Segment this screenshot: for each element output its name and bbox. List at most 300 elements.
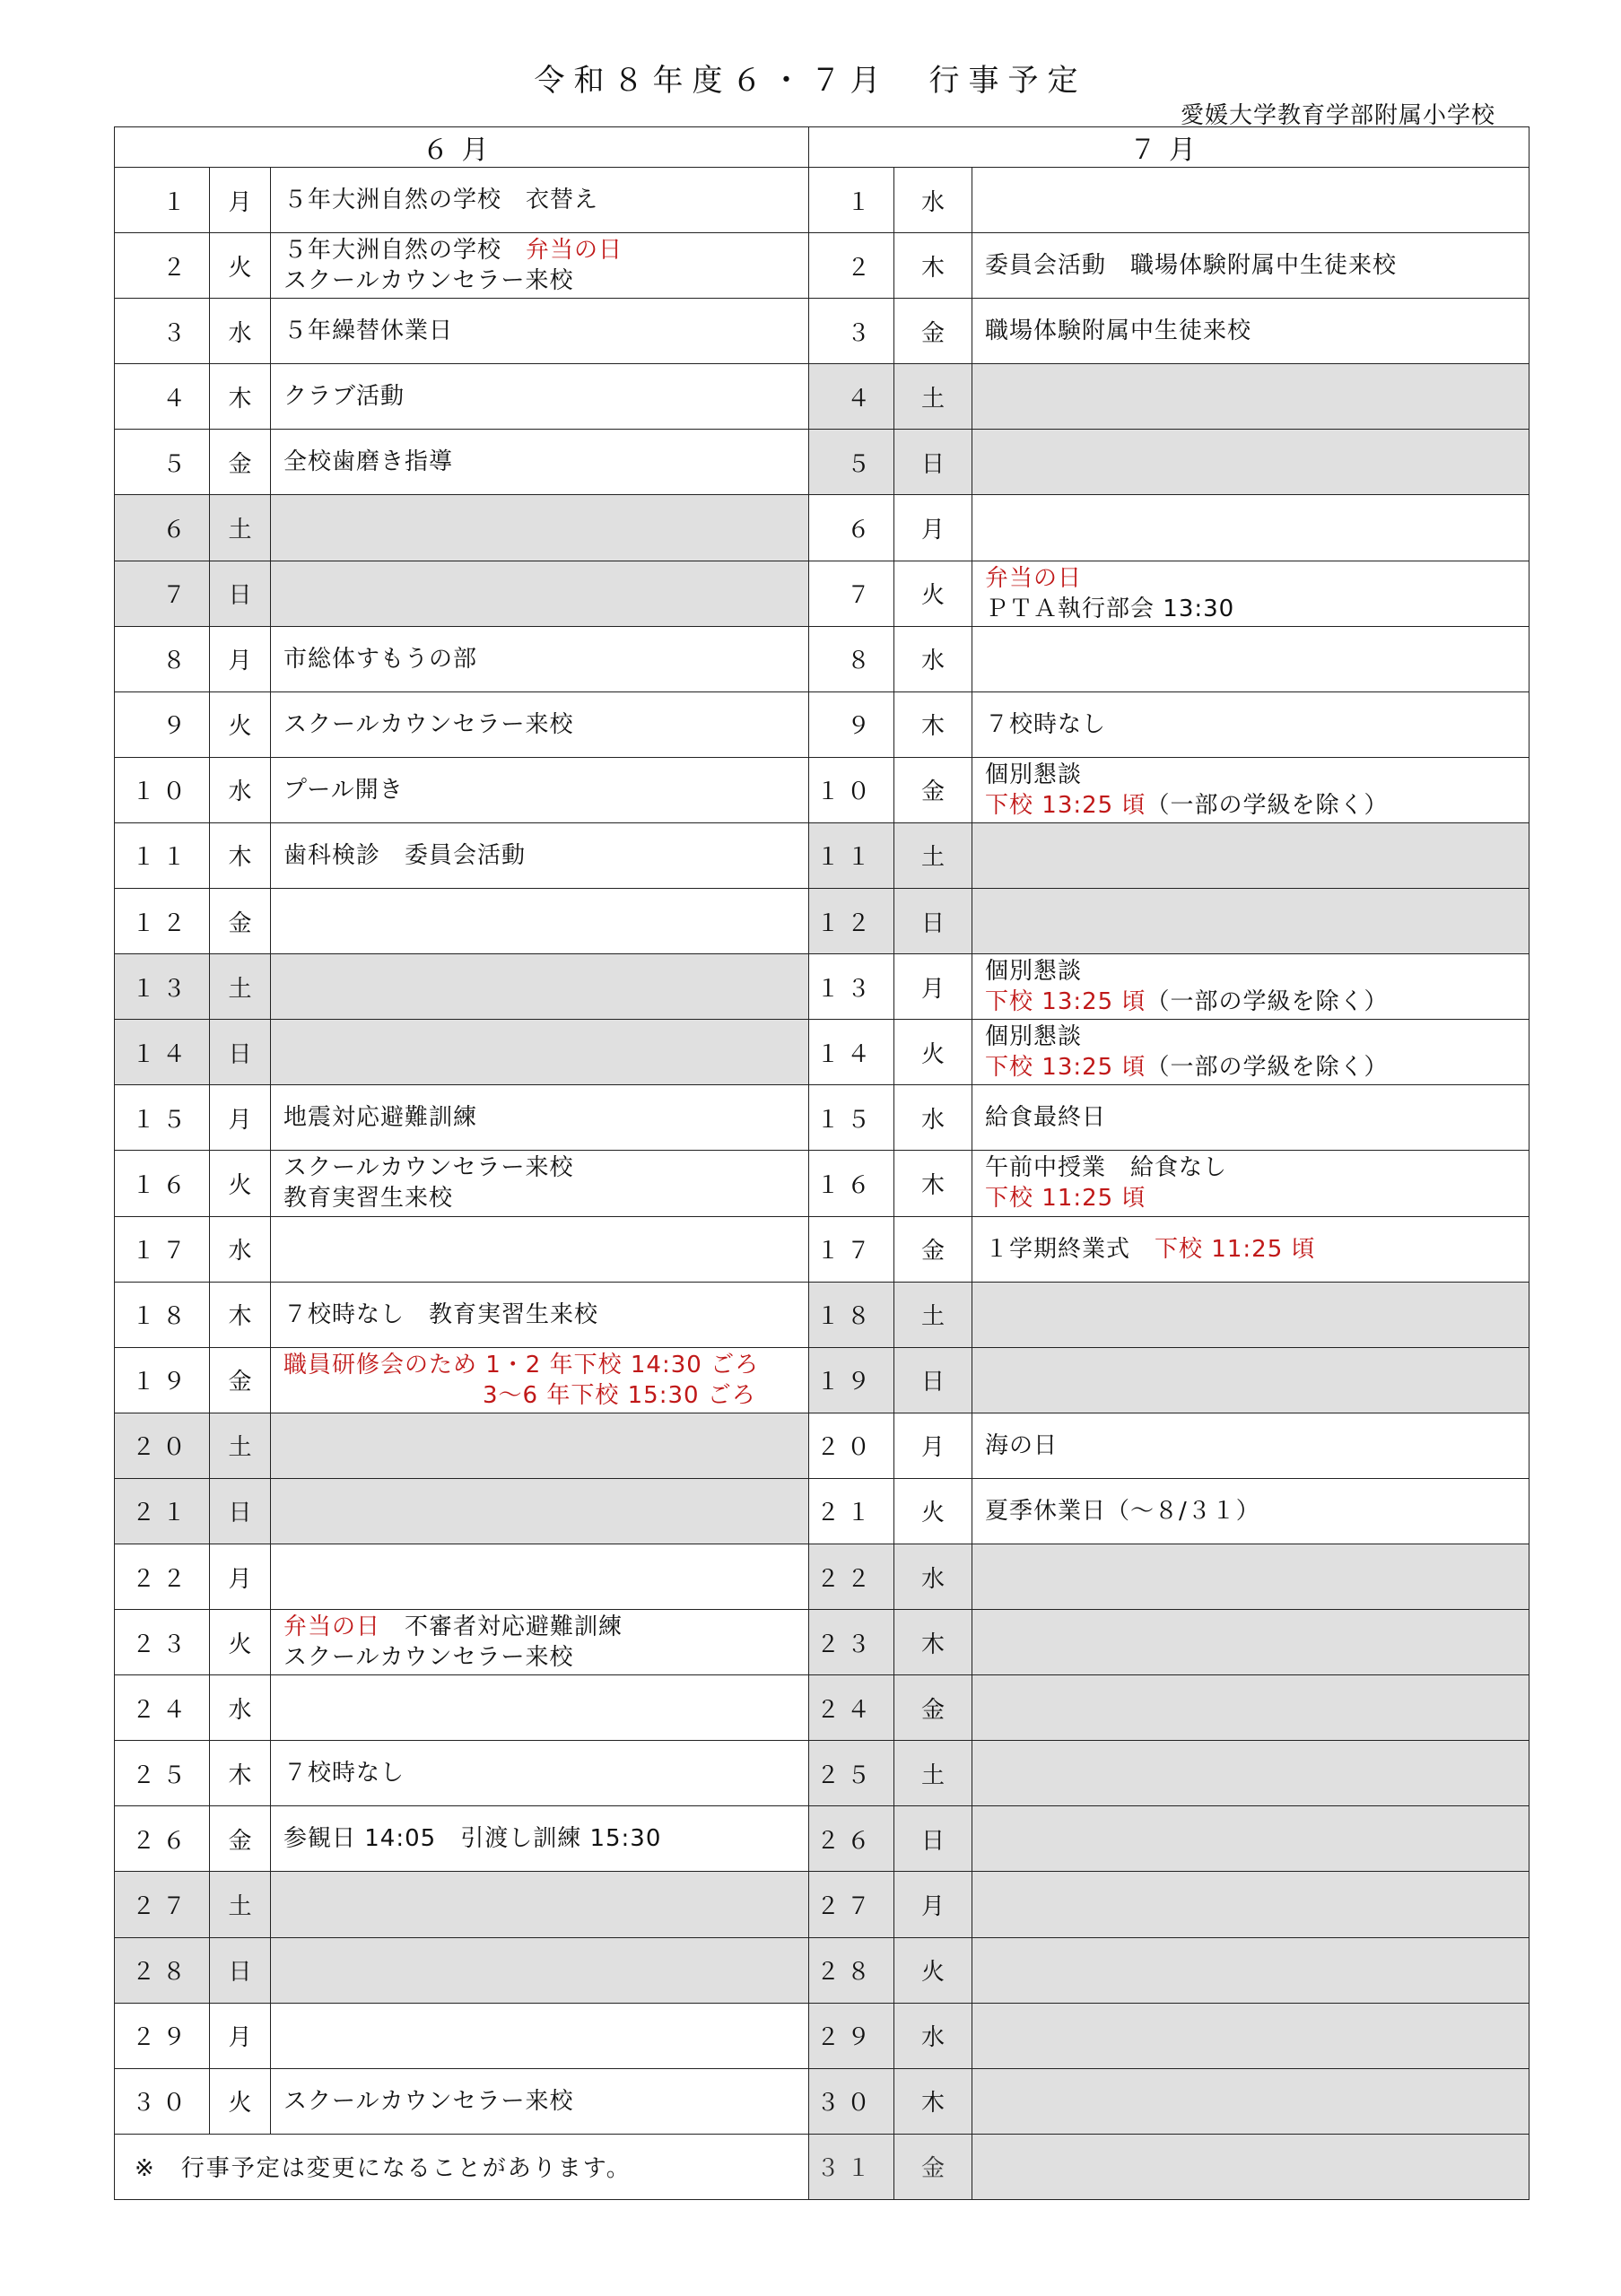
june-events: [271, 626, 809, 691]
event-line: [283, 840, 808, 871]
event-text: ５年繰替休業日: [283, 317, 454, 345]
june-weekday: 月: [210, 1085, 271, 1151]
event-text: 委員会活動 職場体験附属中生徒来校: [985, 252, 1398, 280]
june-date: ２: [115, 233, 210, 299]
event-line: [283, 381, 808, 412]
june-date: ２７: [115, 1872, 210, 1937]
july-date: １４: [809, 1020, 894, 1085]
june-weekday: 月: [210, 168, 271, 233]
july-events: [972, 1806, 1529, 1872]
event-text: 地震対応避難訓練: [283, 1104, 478, 1132]
july-weekday: 水: [894, 626, 972, 691]
event-line: [283, 709, 808, 740]
table-row: [115, 1675, 1529, 1741]
june-events: [271, 1741, 809, 1806]
event-text: ＰＴＡ執行部会 13:30: [985, 595, 1235, 622]
june-events: [271, 954, 809, 1020]
june-weekday: 木: [210, 822, 271, 888]
july-weekday: 水: [894, 168, 972, 233]
july-date: ８: [809, 626, 894, 691]
july-date: ２１: [809, 1478, 894, 1544]
table-row: [115, 1741, 1529, 1806]
june-date: １６: [115, 1151, 210, 1216]
june-weekday: 水: [210, 1216, 271, 1282]
june-weekday: 火: [210, 1610, 271, 1675]
june-weekday: 火: [210, 2068, 271, 2134]
june-events: [271, 430, 809, 495]
event-text: 個別懇談: [985, 1023, 1083, 1051]
july-date: ３０: [809, 2068, 894, 2134]
june-date: ２５: [115, 1741, 210, 1806]
june-weekday: 日: [210, 1478, 271, 1544]
event-line: [985, 1496, 1529, 1526]
event-text: （一部の学級を除く）: [1146, 1054, 1389, 1082]
table-row: [115, 1544, 1529, 1609]
june-date: ２１: [115, 1478, 210, 1544]
event-text: 午前中授業 給食なし: [985, 1154, 1228, 1182]
june-events: [271, 1675, 809, 1741]
event-text: ５年大洲自然の学校: [283, 237, 527, 265]
june-weekday: 金: [210, 430, 271, 495]
june-date: ７: [115, 561, 210, 626]
table-row: [115, 1085, 1529, 1151]
june-weekday: 木: [210, 1741, 271, 1806]
june-events: [271, 1347, 809, 1413]
event-line: [283, 235, 808, 265]
event-line: [985, 790, 1529, 821]
july-weekday: 水: [894, 2003, 972, 2068]
event-text: ５年大洲自然の学校 衣替え: [283, 187, 599, 214]
table-row: [115, 233, 1529, 299]
june-date: ２４: [115, 1675, 210, 1741]
table-row: [115, 2068, 1529, 2134]
july-events: [972, 757, 1529, 822]
july-events: [972, 1872, 1529, 1937]
event-line: [985, 563, 1529, 594]
june-date: ２８: [115, 1937, 210, 2003]
event-text: （一部の学級を除く）: [1146, 791, 1389, 819]
event-text: 夏季休業日（～８/３１）: [985, 1497, 1260, 1525]
july-weekday: 土: [894, 1741, 972, 1806]
event-line: [283, 1612, 808, 1642]
july-events: [972, 1544, 1529, 1609]
july-weekday: 金: [894, 2134, 972, 2199]
june-weekday: 金: [210, 1347, 271, 1413]
event-text: 全校歯磨き指導: [283, 448, 454, 476]
july-events: [972, 430, 1529, 495]
table-row: [115, 1216, 1529, 1282]
event-text: スクールカウンセラー来校: [283, 267, 574, 295]
july-date: １１: [809, 822, 894, 888]
june-date: １５: [115, 1085, 210, 1151]
july-weekday: 水: [894, 1544, 972, 1609]
table-row: [115, 1806, 1529, 1872]
june-date: １２: [115, 889, 210, 954]
event-text: 歯科検診 委員会活動: [283, 841, 527, 869]
july-events: [972, 2068, 1529, 2134]
event-line: [985, 956, 1529, 987]
july-events: [972, 495, 1529, 561]
july-date: １７: [809, 1216, 894, 1282]
event-line: [985, 987, 1529, 1017]
june-weekday: 金: [210, 889, 271, 954]
july-weekday: 木: [894, 2068, 972, 2134]
table-row: [115, 1282, 1529, 1347]
june-weekday: 水: [210, 299, 271, 364]
july-weekday: 月: [894, 495, 972, 561]
june-date: ８: [115, 626, 210, 691]
event-text: 職場体験附属中生徒来校: [985, 317, 1252, 345]
july-events: [972, 299, 1529, 364]
june-weekday: 土: [210, 1413, 271, 1478]
july-date: ２８: [809, 1937, 894, 2003]
july-date: １６: [809, 1151, 894, 1216]
event-line: [283, 1758, 808, 1788]
june-events: [271, 1216, 809, 1282]
july-date: ２３: [809, 1610, 894, 1675]
table-row: [115, 757, 1529, 822]
june-events: [271, 561, 809, 626]
july-events: [972, 168, 1529, 233]
event-line: [283, 1152, 808, 1183]
july-events: [972, 1478, 1529, 1544]
table-row: [115, 1610, 1529, 1675]
table-row: [115, 2003, 1529, 2068]
june-weekday: 日: [210, 1020, 271, 1085]
event-text-highlight: 下校 11:25 頃: [985, 1185, 1146, 1213]
event-line: [985, 1022, 1529, 1052]
july-date: ２５: [809, 1741, 894, 1806]
event-line: [283, 1380, 808, 1411]
table-row: [115, 889, 1529, 954]
july-weekday: 日: [894, 889, 972, 954]
july-date: ５: [809, 430, 894, 495]
june-events: [271, 1020, 809, 1085]
july-weekday: 日: [894, 1806, 972, 1872]
july-date: ３: [809, 299, 894, 364]
table-row: [115, 168, 1529, 233]
event-line: [283, 1300, 808, 1330]
july-date: １２: [809, 889, 894, 954]
june-date: １７: [115, 1216, 210, 1282]
july-events: [972, 626, 1529, 691]
event-line: [283, 1642, 808, 1673]
july-weekday: 火: [894, 1478, 972, 1544]
june-header: ６月: [115, 127, 809, 168]
july-weekday: 土: [894, 1282, 972, 1347]
june-events: [271, 495, 809, 561]
event-text: 個別懇談: [985, 761, 1083, 788]
event-text-highlight: 下校 13:25 頃: [985, 1054, 1146, 1082]
july-weekday: 木: [894, 691, 972, 757]
event-line: [283, 1350, 808, 1380]
event-line: [985, 316, 1529, 346]
july-events: [972, 1151, 1529, 1216]
month-header-row: [115, 127, 1529, 168]
june-events: [271, 168, 809, 233]
june-date: ３: [115, 299, 210, 364]
event-line: [283, 265, 808, 296]
june-events: [271, 691, 809, 757]
july-date: ２６: [809, 1806, 894, 1872]
july-events: [972, 1610, 1529, 1675]
july-date: ２９: [809, 2003, 894, 2068]
june-date: １９: [115, 1347, 210, 1413]
july-events: [972, 364, 1529, 430]
june-date: １３: [115, 954, 210, 1020]
july-date: １: [809, 168, 894, 233]
july-weekday: 木: [894, 233, 972, 299]
event-line: [985, 1052, 1529, 1083]
june-date: ３０: [115, 2068, 210, 2134]
event-line: [985, 1102, 1529, 1133]
event-line: [283, 644, 808, 674]
july-date: ７: [809, 561, 894, 626]
july-date: ２４: [809, 1675, 894, 1741]
event-line: [985, 709, 1529, 740]
event-line: [283, 1823, 808, 1854]
july-date: １０: [809, 757, 894, 822]
event-text: 教育実習生来校: [283, 1185, 454, 1213]
july-weekday: 土: [894, 822, 972, 888]
event-text: 海の日: [985, 1431, 1059, 1459]
table-row: [115, 822, 1529, 888]
event-text: クラブ活動: [283, 383, 405, 411]
june-events: [271, 233, 809, 299]
event-text: ７校時なし: [283, 1760, 405, 1787]
june-events: [271, 1937, 809, 2003]
july-events: [972, 561, 1529, 626]
event-line: [283, 1183, 808, 1213]
june-date: ９: [115, 691, 210, 757]
table-row-last: [115, 2134, 1529, 2199]
july-weekday: 月: [894, 1872, 972, 1937]
event-text: ７校時なし 教育実習生来校: [283, 1300, 599, 1328]
june-weekday: 日: [210, 561, 271, 626]
event-line: [283, 775, 808, 805]
july-weekday: 月: [894, 1413, 972, 1478]
event-text-highlight: 弁当の日: [985, 564, 1083, 592]
june-date: １８: [115, 1282, 210, 1347]
event-text: 個別懇談: [985, 958, 1083, 986]
june-date: １４: [115, 1020, 210, 1085]
june-weekday: 月: [210, 626, 271, 691]
june-weekday: 土: [210, 1872, 271, 1937]
june-date: ４: [115, 364, 210, 430]
event-line: [283, 447, 808, 477]
table-row: [115, 1872, 1529, 1937]
table-row: [115, 954, 1529, 1020]
table-row: [115, 495, 1529, 561]
event-line: [283, 316, 808, 346]
june-events: [271, 889, 809, 954]
event-text: 不審者対応避難訓練: [380, 1613, 623, 1641]
june-events: [271, 1544, 809, 1609]
june-events: [271, 299, 809, 364]
july-weekday: 木: [894, 1610, 972, 1675]
table-row: [115, 1020, 1529, 1085]
event-text: プール開き: [283, 776, 404, 804]
july-events: [972, 1282, 1529, 1347]
july-weekday: 金: [894, 757, 972, 822]
event-line: [985, 760, 1529, 790]
july-events: [972, 1937, 1529, 2003]
july-events: [972, 1347, 1529, 1413]
june-weekday: 木: [210, 1282, 271, 1347]
july-events: [972, 889, 1529, 954]
event-text: 市総体すもうの部: [283, 645, 478, 673]
event-text-highlight: 弁当の日: [526, 237, 623, 265]
july-events: [972, 691, 1529, 757]
june-date: ５: [115, 430, 210, 495]
june-events: [271, 364, 809, 430]
schedule-table: [114, 126, 1529, 2200]
june-events: [271, 1151, 809, 1216]
june-date: ２９: [115, 2003, 210, 2068]
july-events: [972, 2003, 1529, 2068]
event-text: スクールカウンセラー来校: [283, 710, 574, 738]
school-name: 愛媛大学教育学部附属小学校: [1180, 102, 1495, 129]
july-weekday: 火: [894, 561, 972, 626]
table-row: [115, 691, 1529, 757]
event-line: [985, 1152, 1529, 1183]
table-row: [115, 626, 1529, 691]
july-date: ２７: [809, 1872, 894, 1937]
july-events: [972, 1020, 1529, 1085]
june-weekday: 月: [210, 1544, 271, 1609]
july-date: ３１: [809, 2134, 894, 2199]
july-events: [972, 1413, 1529, 1478]
july-date: １３: [809, 954, 894, 1020]
june-date: ２２: [115, 1544, 210, 1609]
july-weekday: 金: [894, 1216, 972, 1282]
july-weekday: 水: [894, 1085, 972, 1151]
july-date: １８: [809, 1282, 894, 1347]
june-date: ２３: [115, 1610, 210, 1675]
june-events: [271, 1806, 809, 1872]
june-weekday: 水: [210, 757, 271, 822]
table-row: [115, 430, 1529, 495]
june-events: [271, 1085, 809, 1151]
july-date: ９: [809, 691, 894, 757]
event-text: 参観日 14:05 引渡し訓練 15:30: [283, 1825, 662, 1853]
event-line: [985, 594, 1529, 624]
june-date: ６: [115, 495, 210, 561]
june-events: [271, 822, 809, 888]
june-events: [271, 1478, 809, 1544]
july-date: ２２: [809, 1544, 894, 1609]
event-text-highlight: 下校 13:25 頃: [985, 988, 1146, 1016]
table-row: [115, 1151, 1529, 1216]
july-events: [972, 1675, 1529, 1741]
table-row: [115, 1347, 1529, 1413]
june-date: １１: [115, 822, 210, 888]
event-text: ７校時なし: [985, 710, 1107, 738]
event-line: [283, 1102, 808, 1133]
july-date: １９: [809, 1347, 894, 1413]
june-weekday: 月: [210, 2003, 271, 2068]
july-weekday: 火: [894, 1020, 972, 1085]
june-weekday: 火: [210, 1151, 271, 1216]
event-text-highlight: 職員研修会のため 1・2 年下校 14:30 ごろ: [283, 1351, 760, 1378]
table-row: [115, 299, 1529, 364]
event-line: [985, 1183, 1529, 1213]
june-weekday: 火: [210, 691, 271, 757]
event-text: スクールカウンセラー来校: [283, 1154, 574, 1182]
june-weekday: 土: [210, 954, 271, 1020]
july-weekday: 木: [894, 1151, 972, 1216]
event-line: [985, 250, 1529, 281]
event-text-highlight: 下校 13:25 頃: [985, 791, 1146, 819]
june-weekday: 金: [210, 1806, 271, 1872]
july-events: [972, 1085, 1529, 1151]
event-text: 給食最終日: [985, 1104, 1107, 1132]
june-events: [271, 2003, 809, 2068]
event-line: [283, 2086, 808, 2117]
june-date: ２６: [115, 1806, 210, 1872]
june-events: [271, 757, 809, 822]
june-date: １０: [115, 757, 210, 822]
table-row: [115, 561, 1529, 626]
event-text-highlight: 下校 11:25 頃: [1155, 1235, 1316, 1263]
june-events: [271, 1610, 809, 1675]
july-weekday: 日: [894, 1347, 972, 1413]
table-row: [115, 1937, 1529, 2003]
july-date: ６: [809, 495, 894, 561]
july-weekday: 金: [894, 299, 972, 364]
event-line: [985, 1234, 1529, 1265]
june-weekday: 木: [210, 364, 271, 430]
june-date: ２０: [115, 1413, 210, 1478]
july-events: [972, 1216, 1529, 1282]
july-weekday: 日: [894, 430, 972, 495]
july-header: ７月: [809, 127, 1529, 168]
july-events: [972, 2134, 1529, 2199]
table-row: [115, 364, 1529, 430]
event-text: スクールカウンセラー来校: [283, 2087, 574, 2115]
event-text-highlight: 弁当の日: [283, 1613, 381, 1641]
june-weekday: 火: [210, 233, 271, 299]
event-text: （一部の学級を除く）: [1146, 988, 1389, 1016]
july-date: ２０: [809, 1413, 894, 1478]
june-events: [271, 1282, 809, 1347]
july-events: [972, 233, 1529, 299]
schedule-body: [115, 168, 1529, 2200]
july-date: ２: [809, 233, 894, 299]
july-date: ４: [809, 364, 894, 430]
page-title: 令和８年度６・７月 行事予定: [534, 63, 1087, 99]
june-events: [271, 2068, 809, 2134]
june-events: [271, 1872, 809, 1937]
june-events: [271, 1413, 809, 1478]
july-events: [972, 822, 1529, 888]
july-weekday: 金: [894, 1675, 972, 1741]
table-row: [115, 1478, 1529, 1544]
event-text: １学期終業式: [985, 1235, 1155, 1263]
footer-note: ※ 行事予定は変更になることがあります。: [115, 2134, 809, 2199]
event-text: スクールカウンセラー来校: [283, 1644, 574, 1672]
july-weekday: 月: [894, 954, 972, 1020]
july-weekday: 土: [894, 364, 972, 430]
july-events: [972, 1741, 1529, 1806]
event-text-highlight: 3～6 年下校 15:30 ごろ: [483, 1381, 756, 1409]
june-weekday: 水: [210, 1675, 271, 1741]
july-weekday: 火: [894, 1937, 972, 2003]
event-line: [283, 185, 808, 215]
table-row: [115, 1413, 1529, 1478]
june-weekday: 土: [210, 495, 271, 561]
june-weekday: 日: [210, 1937, 271, 2003]
